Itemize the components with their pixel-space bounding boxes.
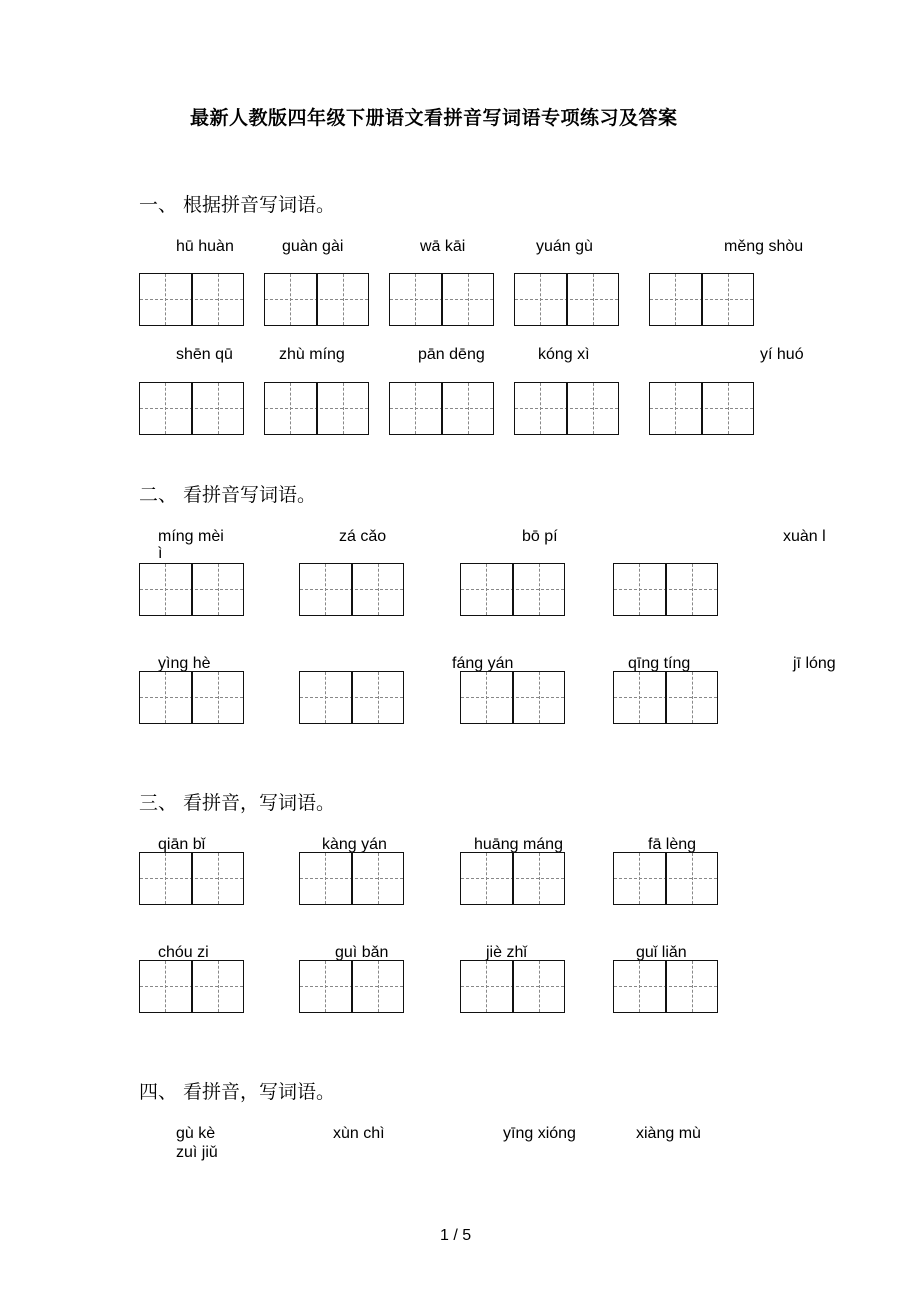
pinyin-label: pān dēng bbox=[418, 346, 485, 363]
writing-grid[interactable] bbox=[299, 563, 404, 616]
pinyin-label: fáng yán bbox=[452, 655, 514, 672]
pinyin-label: xiàng mù bbox=[636, 1125, 701, 1142]
pinyin-label: yí huó bbox=[760, 346, 804, 363]
pinyin-label: jiè zhǐ bbox=[486, 944, 527, 961]
pinyin-label: zhù míng bbox=[279, 346, 345, 363]
writing-grid[interactable] bbox=[139, 563, 244, 616]
writing-grid[interactable] bbox=[139, 671, 244, 724]
pinyin-label: míng mèi bbox=[158, 528, 224, 545]
pinyin-label: guàn gài bbox=[282, 238, 344, 255]
writing-grid[interactable] bbox=[649, 273, 754, 326]
writing-grid[interactable] bbox=[139, 852, 244, 905]
pinyin-label: gù kè bbox=[176, 1125, 216, 1142]
pinyin-label: chóu zi bbox=[158, 944, 209, 961]
pinyin-label: ì bbox=[158, 545, 163, 562]
pinyin-label: zá cǎo bbox=[339, 528, 387, 545]
pinyin-label: jī lóng bbox=[793, 655, 836, 672]
writing-grid[interactable] bbox=[460, 563, 565, 616]
writing-grid[interactable] bbox=[299, 960, 404, 1013]
pinyin-label: měng shòu bbox=[724, 238, 804, 255]
writing-grid[interactable] bbox=[264, 382, 369, 435]
section-heading: 四、 看拼音，写词语。 bbox=[139, 1081, 336, 1103]
writing-grid[interactable] bbox=[299, 852, 404, 905]
section-heading: 一、 根据拼音写词语。 bbox=[139, 194, 336, 216]
pinyin-label: wā kāi bbox=[420, 238, 466, 255]
pinyin-label: shēn qū bbox=[176, 346, 233, 363]
writing-grid[interactable] bbox=[460, 671, 565, 724]
writing-grid[interactable] bbox=[139, 273, 244, 326]
pinyin-label: qīng tíng bbox=[628, 655, 691, 672]
pinyin-label: kóng xì bbox=[538, 346, 590, 363]
section-heading: 二、 看拼音写词语。 bbox=[139, 484, 317, 506]
writing-grid[interactable] bbox=[649, 382, 754, 435]
writing-grid[interactable] bbox=[460, 960, 565, 1013]
pinyin-label: guǐ liǎn bbox=[636, 944, 687, 961]
pinyin-label: xuàn l bbox=[783, 528, 826, 545]
writing-grid[interactable] bbox=[389, 382, 494, 435]
writing-grid[interactable] bbox=[264, 273, 369, 326]
writing-grid[interactable] bbox=[613, 671, 718, 724]
pinyin-label: kàng yán bbox=[322, 836, 387, 853]
pinyin-label: hū huàn bbox=[176, 238, 234, 255]
writing-grid[interactable] bbox=[613, 563, 718, 616]
pinyin-label: guì bǎn bbox=[335, 944, 389, 961]
writing-grid[interactable] bbox=[514, 382, 619, 435]
writing-grid[interactable] bbox=[139, 382, 244, 435]
writing-grid[interactable] bbox=[139, 960, 244, 1013]
writing-grid[interactable] bbox=[389, 273, 494, 326]
pinyin-label: yìng hè bbox=[158, 655, 211, 672]
section-heading: 三、 看拼音，写词语。 bbox=[139, 792, 336, 814]
writing-grid[interactable] bbox=[514, 273, 619, 326]
pinyin-label: yuán gù bbox=[536, 238, 593, 255]
pinyin-label: qiān bǐ bbox=[158, 836, 206, 853]
page-number: 1 / 5 bbox=[440, 1227, 472, 1244]
pinyin-label: zuì jiǔ bbox=[176, 1144, 218, 1161]
page-title: 最新人教版四年级下册语文看拼音写词语专项练习及答案 bbox=[190, 107, 678, 129]
writing-grid[interactable] bbox=[613, 960, 718, 1013]
pinyin-label: huāng máng bbox=[474, 836, 563, 853]
writing-grid[interactable] bbox=[460, 852, 565, 905]
writing-grid[interactable] bbox=[613, 852, 718, 905]
writing-grid[interactable] bbox=[299, 671, 404, 724]
pinyin-label: yīng xióng bbox=[503, 1125, 576, 1142]
pinyin-label: xùn chì bbox=[333, 1125, 385, 1142]
pinyin-label: fā lèng bbox=[648, 836, 697, 853]
pinyin-label: bō pí bbox=[522, 528, 558, 545]
